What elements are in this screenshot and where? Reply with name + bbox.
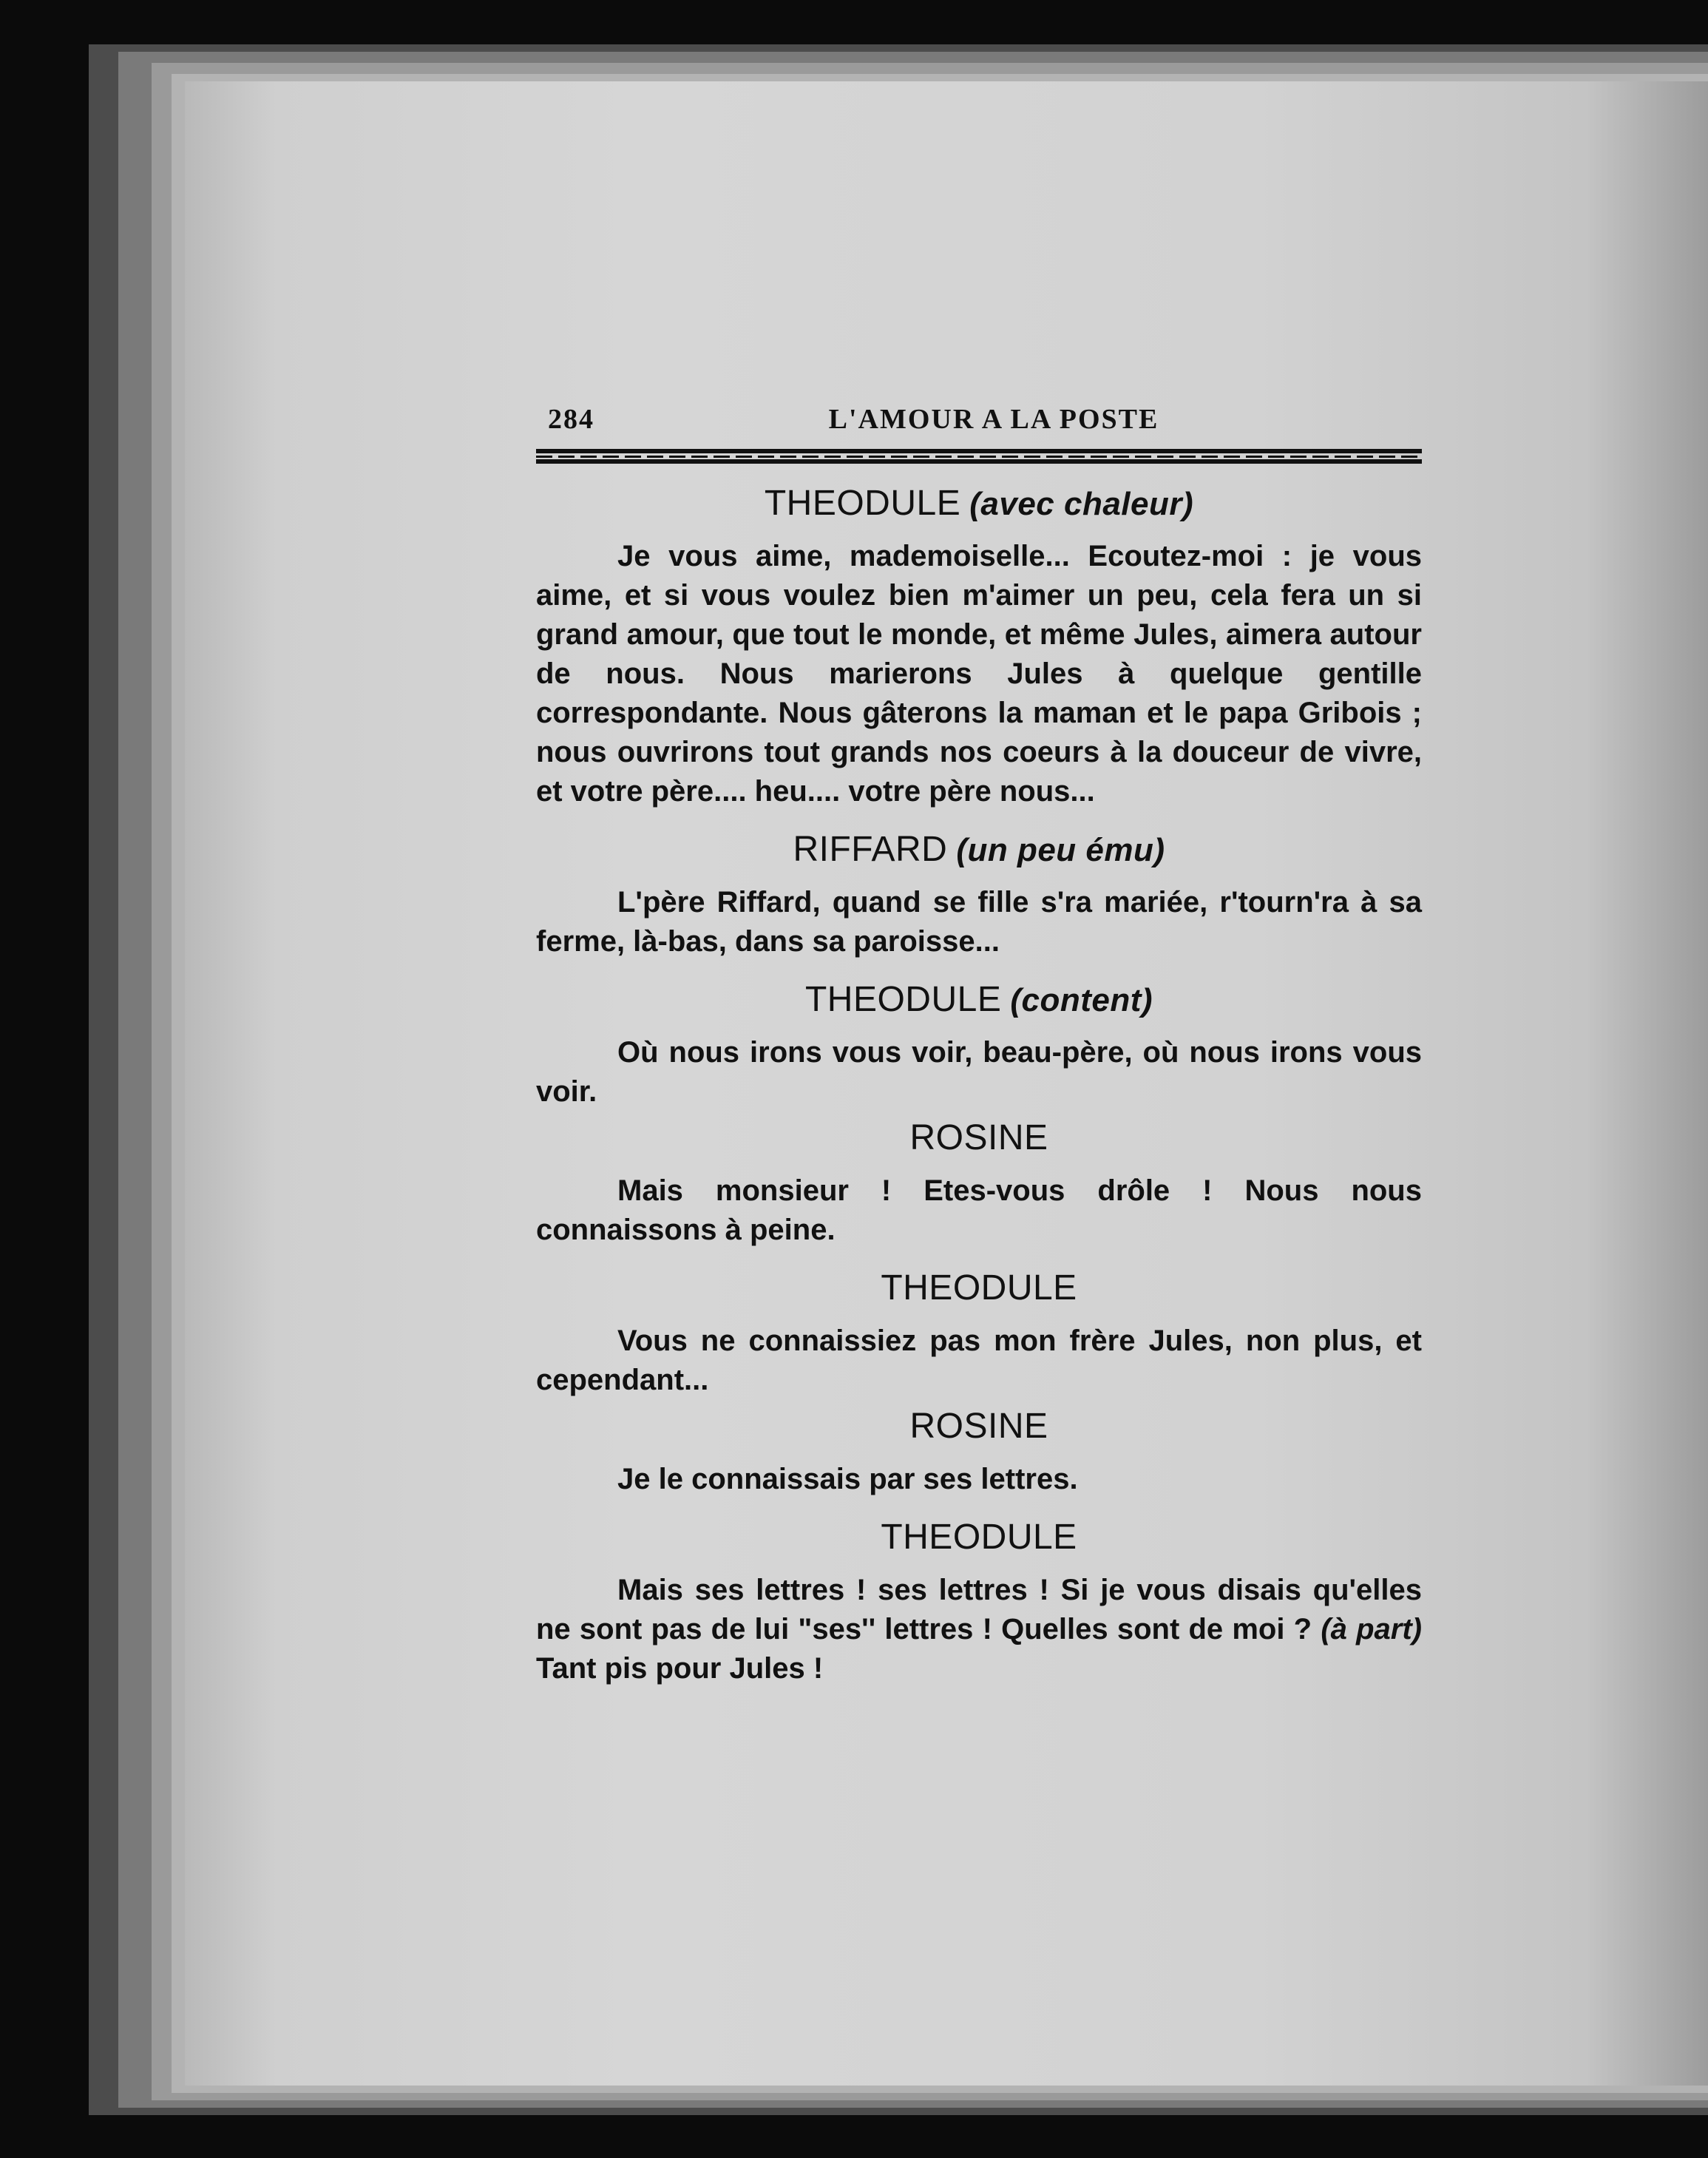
inline-stage-direction: (à part) <box>1321 1613 1422 1645</box>
speech-paragraph: Où nous irons vous voir, beau-père, où nous irons vous voir. <box>536 1036 1422 1108</box>
speech-paragraph: Je le connaissais par ses lettres. <box>617 1463 1078 1495</box>
speaker-name: ROSINE <box>909 1407 1048 1446</box>
speech-paragraph <box>536 1571 1422 1688</box>
stage-direction: (content) <box>1010 982 1153 1018</box>
running-head <box>536 403 1422 440</box>
book-title: L'AMOUR A LA POSTE <box>828 404 1159 435</box>
header-rule <box>536 449 1422 464</box>
speaker-heading <box>536 1406 1422 1447</box>
speech-paragraph: L'père Riffard, quand se fille s'ra mariée, r'tourn'ra à sa ferme, là-bas, dans sa paroisse... <box>536 886 1422 958</box>
speaker-name: THEODULE <box>881 1268 1077 1308</box>
speaker-heading <box>536 1517 1422 1557</box>
speech-text: Mais ses lettres ! ses lettres ! Si je vous disais qu'elles ne sont pas de lui "ses'' lettres ! Quelles sont de moi ? <box>536 1574 1422 1645</box>
stage-direction: (un peu ému) <box>956 832 1165 868</box>
speaker-heading <box>536 483 1422 524</box>
speaker-heading <box>536 1117 1422 1158</box>
speech-paragraph: Vous ne connaissiez pas mon frère Jules, non plus, et cependant... <box>536 1325 1422 1396</box>
speaker-name: RIFFARD <box>793 830 948 869</box>
speaker-name: THEODULE <box>764 484 961 523</box>
page-number: 284 <box>548 404 594 435</box>
speech-paragraph: Je vous aime, mademoiselle... Ecoutez-moi : je vous aime, et si vous voulez bien m'aimer un peu, cela fera un si grand amour, que tout le monde, et même Jules, aimera autour de nous. Nous marierons Jules à quelque gentille correspondante. Nous gâterons la maman et le papa Gribois ; nous ouvrirons tout grands nos coeurs à la douceur de vivre, et votre père.... heu.... votre père nous... <box>536 540 1422 808</box>
speaker-name: ROSINE <box>909 1118 1048 1157</box>
speaker-heading <box>536 1268 1422 1308</box>
speaker-name: THEODULE <box>881 1518 1077 1557</box>
speech-paragraph: Mais monsieur ! Etes-vous drôle ! Nous nous connaissons à peine. <box>536 1174 1422 1246</box>
page-text-block <box>536 403 1422 1688</box>
speaker-heading <box>536 979 1422 1020</box>
stage-direction: (avec chaleur) <box>969 486 1194 522</box>
speaker-heading <box>536 829 1422 870</box>
speech-text: Tant pis pour Jules ! <box>536 1652 824 1685</box>
speaker-name: THEODULE <box>804 980 1002 1019</box>
